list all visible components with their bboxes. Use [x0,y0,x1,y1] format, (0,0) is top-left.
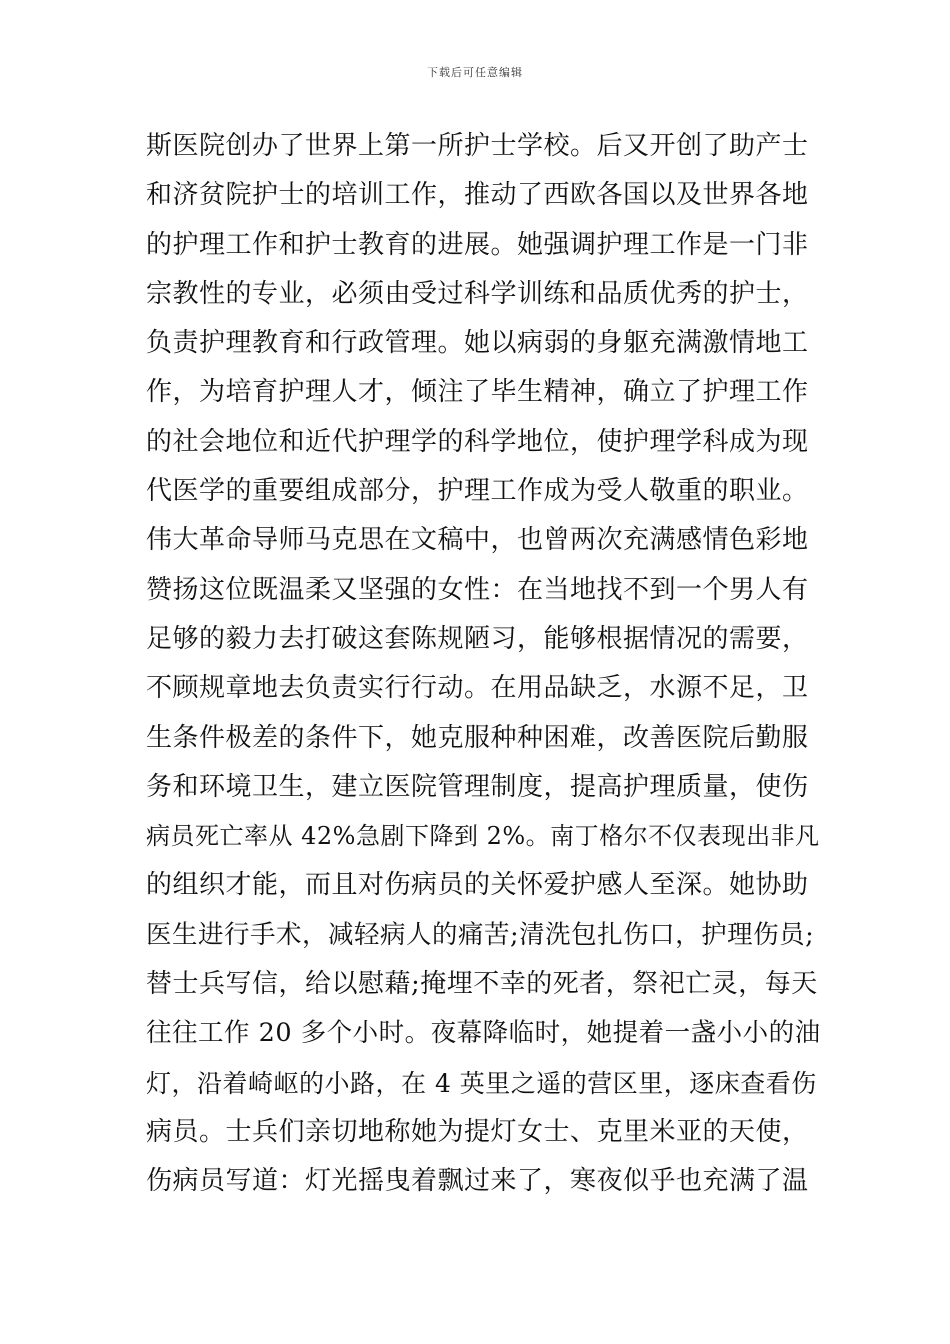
text-line: 的社会地位和近代护理学的科学地位，使护理学科成为现 [146,426,809,457]
text-line: 务和环境卫生，建立医院管理制度，提高护理质量，使伤 [146,771,809,802]
text-line: 往往工作 20 多个小时。夜幕降临时，她提着一盏小小的油 [146,1018,821,1049]
text-line: 医生进行手术，减轻病人的痛苦;清洗包扎伤口，护理伤员; [146,919,815,950]
text-line: 病员死亡率从 42%急剧下降到 2%。南丁格尔不仅表现出非凡 [146,822,820,851]
text-line: 病员。士兵们亲切地称她为提灯女士、克里米亚的天使， [146,1116,809,1147]
text-line: 的护理工作和护士教育的进展。她强调护理工作是一门非 [146,229,809,260]
text-line: 伟大革命导师马克思在文稿中，也曾两次充满感情色彩地 [146,525,809,556]
text-line: 宗教性的专业，必须由受过科学训练和品质优秀的护士， [146,278,809,309]
text-line: 赞扬这位既温柔又坚强的女性：在当地找不到一个男人有 [146,574,809,605]
text-line: 作，为培育护理人才，倾注了毕生精神，确立了护理工作 [146,377,809,408]
text-line: 的组织才能，而且对伤病员的关怀爱护感人至深。她协助 [146,870,809,901]
page-header: 下载后可任意编辑 [427,66,523,79]
text-line: 斯医院创办了世界上第一所护士学校。后又开创了助产士 [146,131,809,161]
text-line: 替士兵写信，给以慰藉;掩埋不幸的死者，祭祀亡灵，每天 [146,969,818,1000]
text-line: 灯，沿着崎岖的小路，在 4 英里之遥的营区里，逐床查看伤 [146,1068,817,1098]
body-text [146,122,826,1207]
text-line: 代医学的重要组成部分，护理工作成为受人敬重的职业。 [146,476,809,507]
text-line: 生条件极差的条件下，她克服种种困难，改善医院后勤服 [146,722,809,753]
text-line: 负责护理教育和行政管理。她以病弱的身躯充满激情地工 [146,328,809,359]
text-line: 伤病员写道：灯光摇曳着飘过来了，寒夜似乎也充满了温 [146,1166,809,1197]
text-line: 不顾规章地去负责实行行动。在用品缺乏，水源不足，卫 [146,673,809,704]
text-line: 和济贫院护士的培训工作，推动了西欧各国以及世界各地 [146,180,809,211]
text-line: 足够的毅力去打破这套陈规陋习，能够根据情况的需要， [146,623,809,654]
